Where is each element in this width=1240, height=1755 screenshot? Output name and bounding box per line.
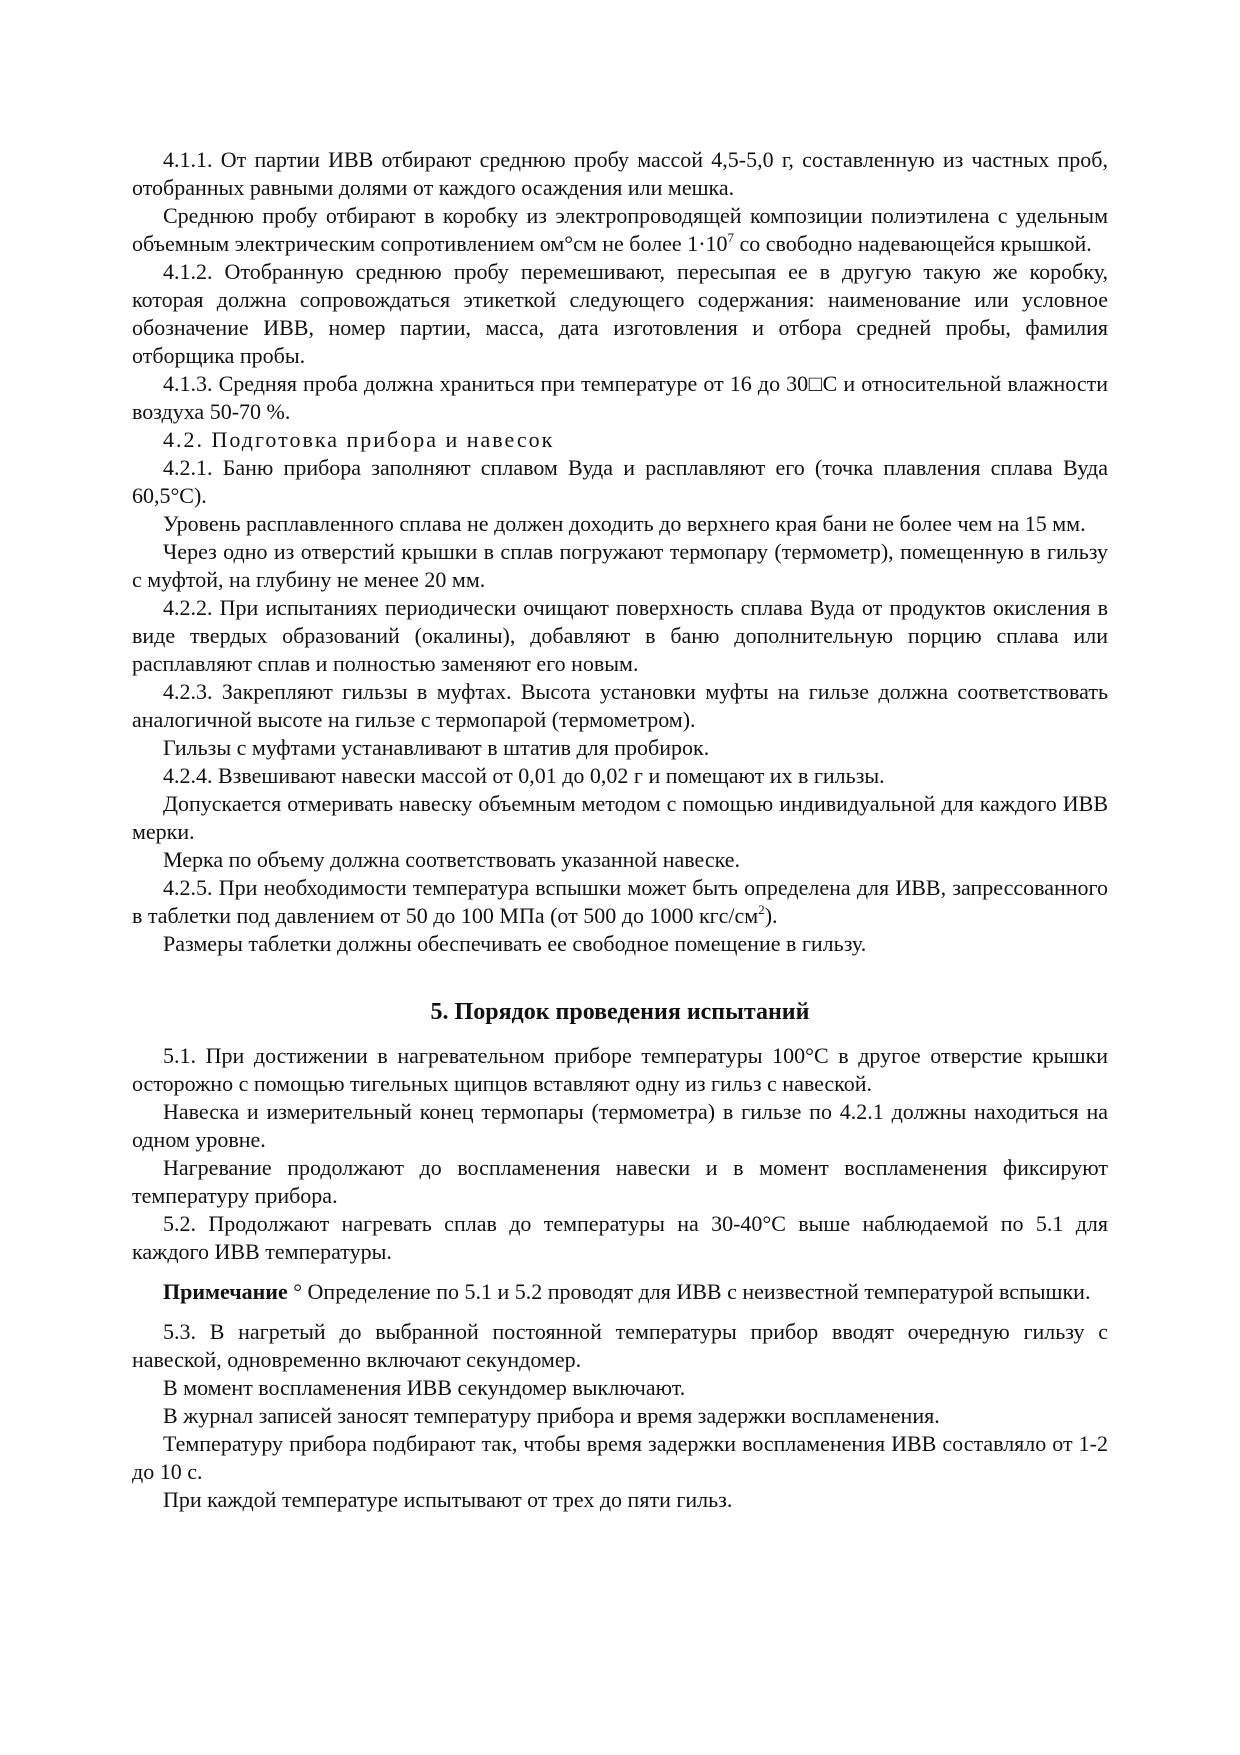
paragraph-5-2: 5.2. Продолжают нагревать сплав до температуры на 30-40°С выше наблюдаемой по 5.1 для каждого ИВВ температуры. — [132, 1211, 1108, 1264]
paragraph-5-3: 5.3. В нагретый до выбранной постоянной температуры прибор вводят очередную гильзу с навеской, одновременно включают секундомер. — [132, 1319, 1108, 1372]
paragraph-4-2-3: 4.2.3. Закрепляют гильзы в муфтах. Высота установки муфты на гильзе должна соответствовать аналогичной высоте на гильзе с термопарой (термометром). — [132, 679, 1108, 732]
paragraph-4-2-5-tail: ). — [764, 903, 778, 928]
exponent: 7 — [727, 229, 735, 245]
paragraph-4-1-3: 4.1.3. Средняя проба должна храниться при температуре от 16 до 30□С и относительной влажности воздуха 50-70 %. — [132, 371, 1108, 424]
paragraph-tablet-size: Размеры таблетки должны обеспечивать ее свободное помещение в гильзу. — [163, 931, 867, 956]
paragraph-sleeve-count: При каждой температуре испытывают от трех до пяти гильз. — [163, 1487, 733, 1512]
note — [132, 1278, 1108, 1306]
paragraph-4-2-1: 4.2.1. Баню прибора заполняют сплавом Вуда и расплавляют его (точка плавления сплава Вуда 60,5°С). — [132, 455, 1108, 508]
paragraph-4-2-2: 4.2.2. При испытаниях периодически очищают поверхность сплава Вуда от продуктов окисления в виде твердых образований (окалины), добавляют в баню дополнительную порцию сплава или расплавляют сплав и полностью заменяют его новым. — [132, 595, 1108, 676]
paragraph-temperature-select: Температуру прибора подбирают так, чтобы время задержки воспламенения ИВВ составляло от 1-2 до 10 с. — [132, 1431, 1108, 1484]
paragraph-alloy-level: Уровень расплавленного сплава не должен доходить до верхнего края бани не более чем на 15 мм. — [163, 511, 1086, 536]
paragraph-4-1-1: 4.1.1. От партии ИВВ отбирают среднюю пробу массой 4,5-5,0 г, составленную из частных проб, отобранных равными долями от каждого осаждения или мешка. — [132, 147, 1108, 200]
paragraph-volumetric: Допускается отмеривать навеску объемным методом с помощью индивидуальной для каждого ИВВ мерки. — [132, 791, 1108, 844]
paragraph-sleeves-rack: Гильзы с муфтами устанавливают в штатив для пробирок. — [163, 735, 710, 760]
document-page — [132, 146, 1108, 1514]
note-label: Примечание — [163, 1279, 288, 1304]
section-heading-5: 5. Порядок проведения испытаний — [430, 999, 810, 1025]
paragraph-same-level: Навеска и измерительный конец термопары (термометра) в гильзе по 4.2.1 должны находиться на одном уровне. — [132, 1099, 1108, 1152]
paragraph-sample-box-text: Среднюю пробу отбирают в коробку из электропроводящей композиции полиэтилена с удельным объемным электрическим сопротивлением ом°см не более 1·10 — [132, 203, 1108, 256]
paragraph-journal: В журнал записей заносят температуру прибора и время задержки воспламенения. — [163, 1403, 940, 1428]
paragraph-sample-box — [132, 202, 1108, 258]
paragraph-heating: Нагревание продолжают до воспламенения навески и в момент воспламенения фиксируют температуру прибора. — [132, 1155, 1108, 1208]
paragraph-4-1-2: 4.1.2. Отобранную среднюю пробу перемешивают, пересыпая ее в другую такую же коробку, которая должна сопровождаться этикеткой следующего содержания: наименование или условное обозначение ИВВ, номер партии, масса, дата изготовления и отбора средней пробы, фамилия отборщика пробы. — [132, 259, 1108, 368]
paragraph-stopwatch: В момент воспламенения ИВВ секундомер выключают. — [163, 1375, 686, 1400]
subsection-heading-4-2: 4.2. Подготовка прибора и навесок — [163, 427, 555, 452]
paragraph-4-2-5 — [132, 874, 1108, 930]
paragraph-measure: Мерка по объему должна соответствовать указанной навеске. — [163, 847, 740, 872]
paragraph-thermocouple: Через одно из отверстий крышки в сплав погружают термопару (термометр), помещенную в гильзу с муфтой, на глубину не менее 20 мм. — [132, 539, 1108, 592]
paragraph-4-2-5-text: 4.2.5. При необходимости температура вспышки может быть определена для ИВВ, запрессованного в таблетки под давлением от 50 до 100 МПа (от 500 до 1000 кгс/см — [132, 875, 1108, 928]
note-text: ° Определение по 5.1 и 5.2 проводят для ИВВ с неизвестной температурой вспышки. — [287, 1279, 1091, 1304]
paragraph-sample-box-tail: со свободно надевающейся крышкой. — [734, 231, 1092, 256]
paragraph-4-2-4: 4.2.4. Взвешивают навески массой от 0,01 до 0,02 г и помещают их в гильзы. — [163, 763, 885, 788]
exponent: 2 — [758, 901, 765, 917]
paragraph-5-1: 5.1. При достижении в нагревательном приборе температуры 100°С в другое отверстие крышки осторожно с помощью тигельных щипцов вставляют одну из гильз с навеской. — [132, 1043, 1108, 1096]
